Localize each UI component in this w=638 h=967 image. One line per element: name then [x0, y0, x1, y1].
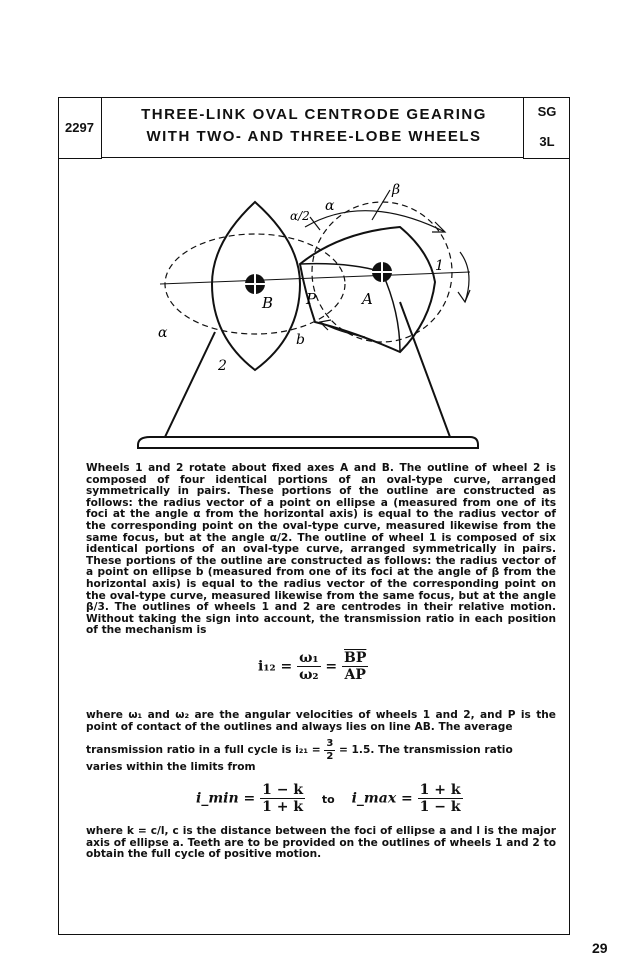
header-divider [102, 157, 523, 158]
paragraph-2b [86, 738, 556, 762]
title-line-1: THREE-LINK OVAL CENTRODE GEARING [141, 106, 487, 123]
eq2-to: to [321, 792, 335, 806]
para2b-post: = 1.5. The transmission ratio [338, 744, 513, 757]
eq2-num-max: 1 + k [419, 782, 461, 798]
page-title [110, 104, 518, 148]
pitch-circles [165, 202, 452, 342]
paragraph-2a: where ω₁ and ω₂ are the angular velocities of wheels 1 and 2, and P is the point of contact of the outlines and always lies on line AB. The average [86, 709, 556, 733]
paragraph-1: Wheels 1 and 2 rotate about fixed axes A and B. The outline of wheel 2 is composed of four identical portions of an oval-type curve, arranged symmetrically in pairs. These portions of the outline are constructed as follows: the radius vector of a point on ellipse a (measured from one of its foci at the angle α from the horizontal axis) is equal to the radius vector of the corresponding point on the oval-type curve, measured likewise from the same focus, but at the angle α/2. The outline of wheel 1 is composed of six identical portions of an oval-type curve, arranged symmetrically in pairs. These portions of the outline are constructed as follows: the radius vector of a point on ellipse b (measured from one of its foci at the angle of β from the horizontal axis) is equal to the radius vector of the corresponding point on the oval-type curve, measured likewise from the same focus, but at the angle β/3. The outlines of wheels 1 and 2 are centrodes in their relative motion. Without taking the sign into account, the transmission ratio in each position of the mechanism is [86, 462, 556, 637]
classification-code [523, 97, 570, 159]
para2b-pre: transmission ratio in a full cycle is i₂₁ = [86, 744, 321, 757]
paragraph-2c: varies within the limits from [86, 761, 256, 773]
center-a [369, 259, 395, 285]
eq2-fraction-min [260, 782, 305, 815]
eq1-lhs: i₁₂ = [258, 658, 293, 675]
title-line-2: WITH TWO- AND THREE-LOBE WHEELS [146, 128, 482, 145]
entry-number: 2297 [58, 97, 102, 159]
mechanism-diagram [100, 172, 540, 462]
code-sg: SG [537, 104, 557, 119]
label-beta: β [392, 182, 401, 198]
avg-ratio-fraction [324, 738, 335, 762]
eq1-den-ap: AP [344, 667, 366, 683]
axis-line-ab [160, 272, 470, 284]
equation-transmission-ratio [258, 650, 368, 683]
label-b: b [296, 332, 305, 348]
label-wheel-1: 1 [435, 258, 444, 274]
frame-base [138, 302, 478, 448]
label-P: P [306, 290, 317, 308]
label-alpha-left: α [158, 325, 168, 341]
eq2-den-min: 1 + k [262, 799, 304, 815]
eq1-fraction-segments [342, 650, 368, 683]
eq1-num-bp: $\overline{BP}$ [344, 650, 367, 666]
equation-ratio-limits [196, 782, 463, 815]
label-wheel-2: 2 [218, 358, 227, 374]
eq2-fraction-max [418, 782, 463, 815]
eq1-equals: = [325, 658, 338, 675]
label-alpha-top: α [325, 198, 335, 214]
eq1-den-omega2: ω₂ [299, 667, 319, 683]
eq2-den-max: 1 − k [419, 799, 461, 815]
label-A: A [362, 290, 373, 308]
label-alpha-half: α/2 [290, 209, 310, 223]
eq1-fraction-omega [297, 650, 320, 683]
eq2-max-label: i_max = [351, 790, 413, 807]
eq2-min-label: i_min = [196, 790, 256, 807]
label-B: B [262, 294, 274, 312]
code-3l: 3L [539, 134, 555, 149]
page-number: 29 [592, 940, 608, 956]
paragraph-3: where k = c/l, c is the distance between the foci of ellipse a and l is the major axis of ellipse a. Teeth are to be provided on the outlines of wheels 1 and 2 to obtain the full cycle of positive motion. [86, 825, 556, 861]
eq2-num-min: 1 − k [262, 782, 304, 798]
eq1-num-omega1: ω₁ [299, 650, 319, 666]
avg-ratio-den: 2 [326, 750, 334, 762]
avg-ratio-num: 3 [326, 738, 334, 749]
